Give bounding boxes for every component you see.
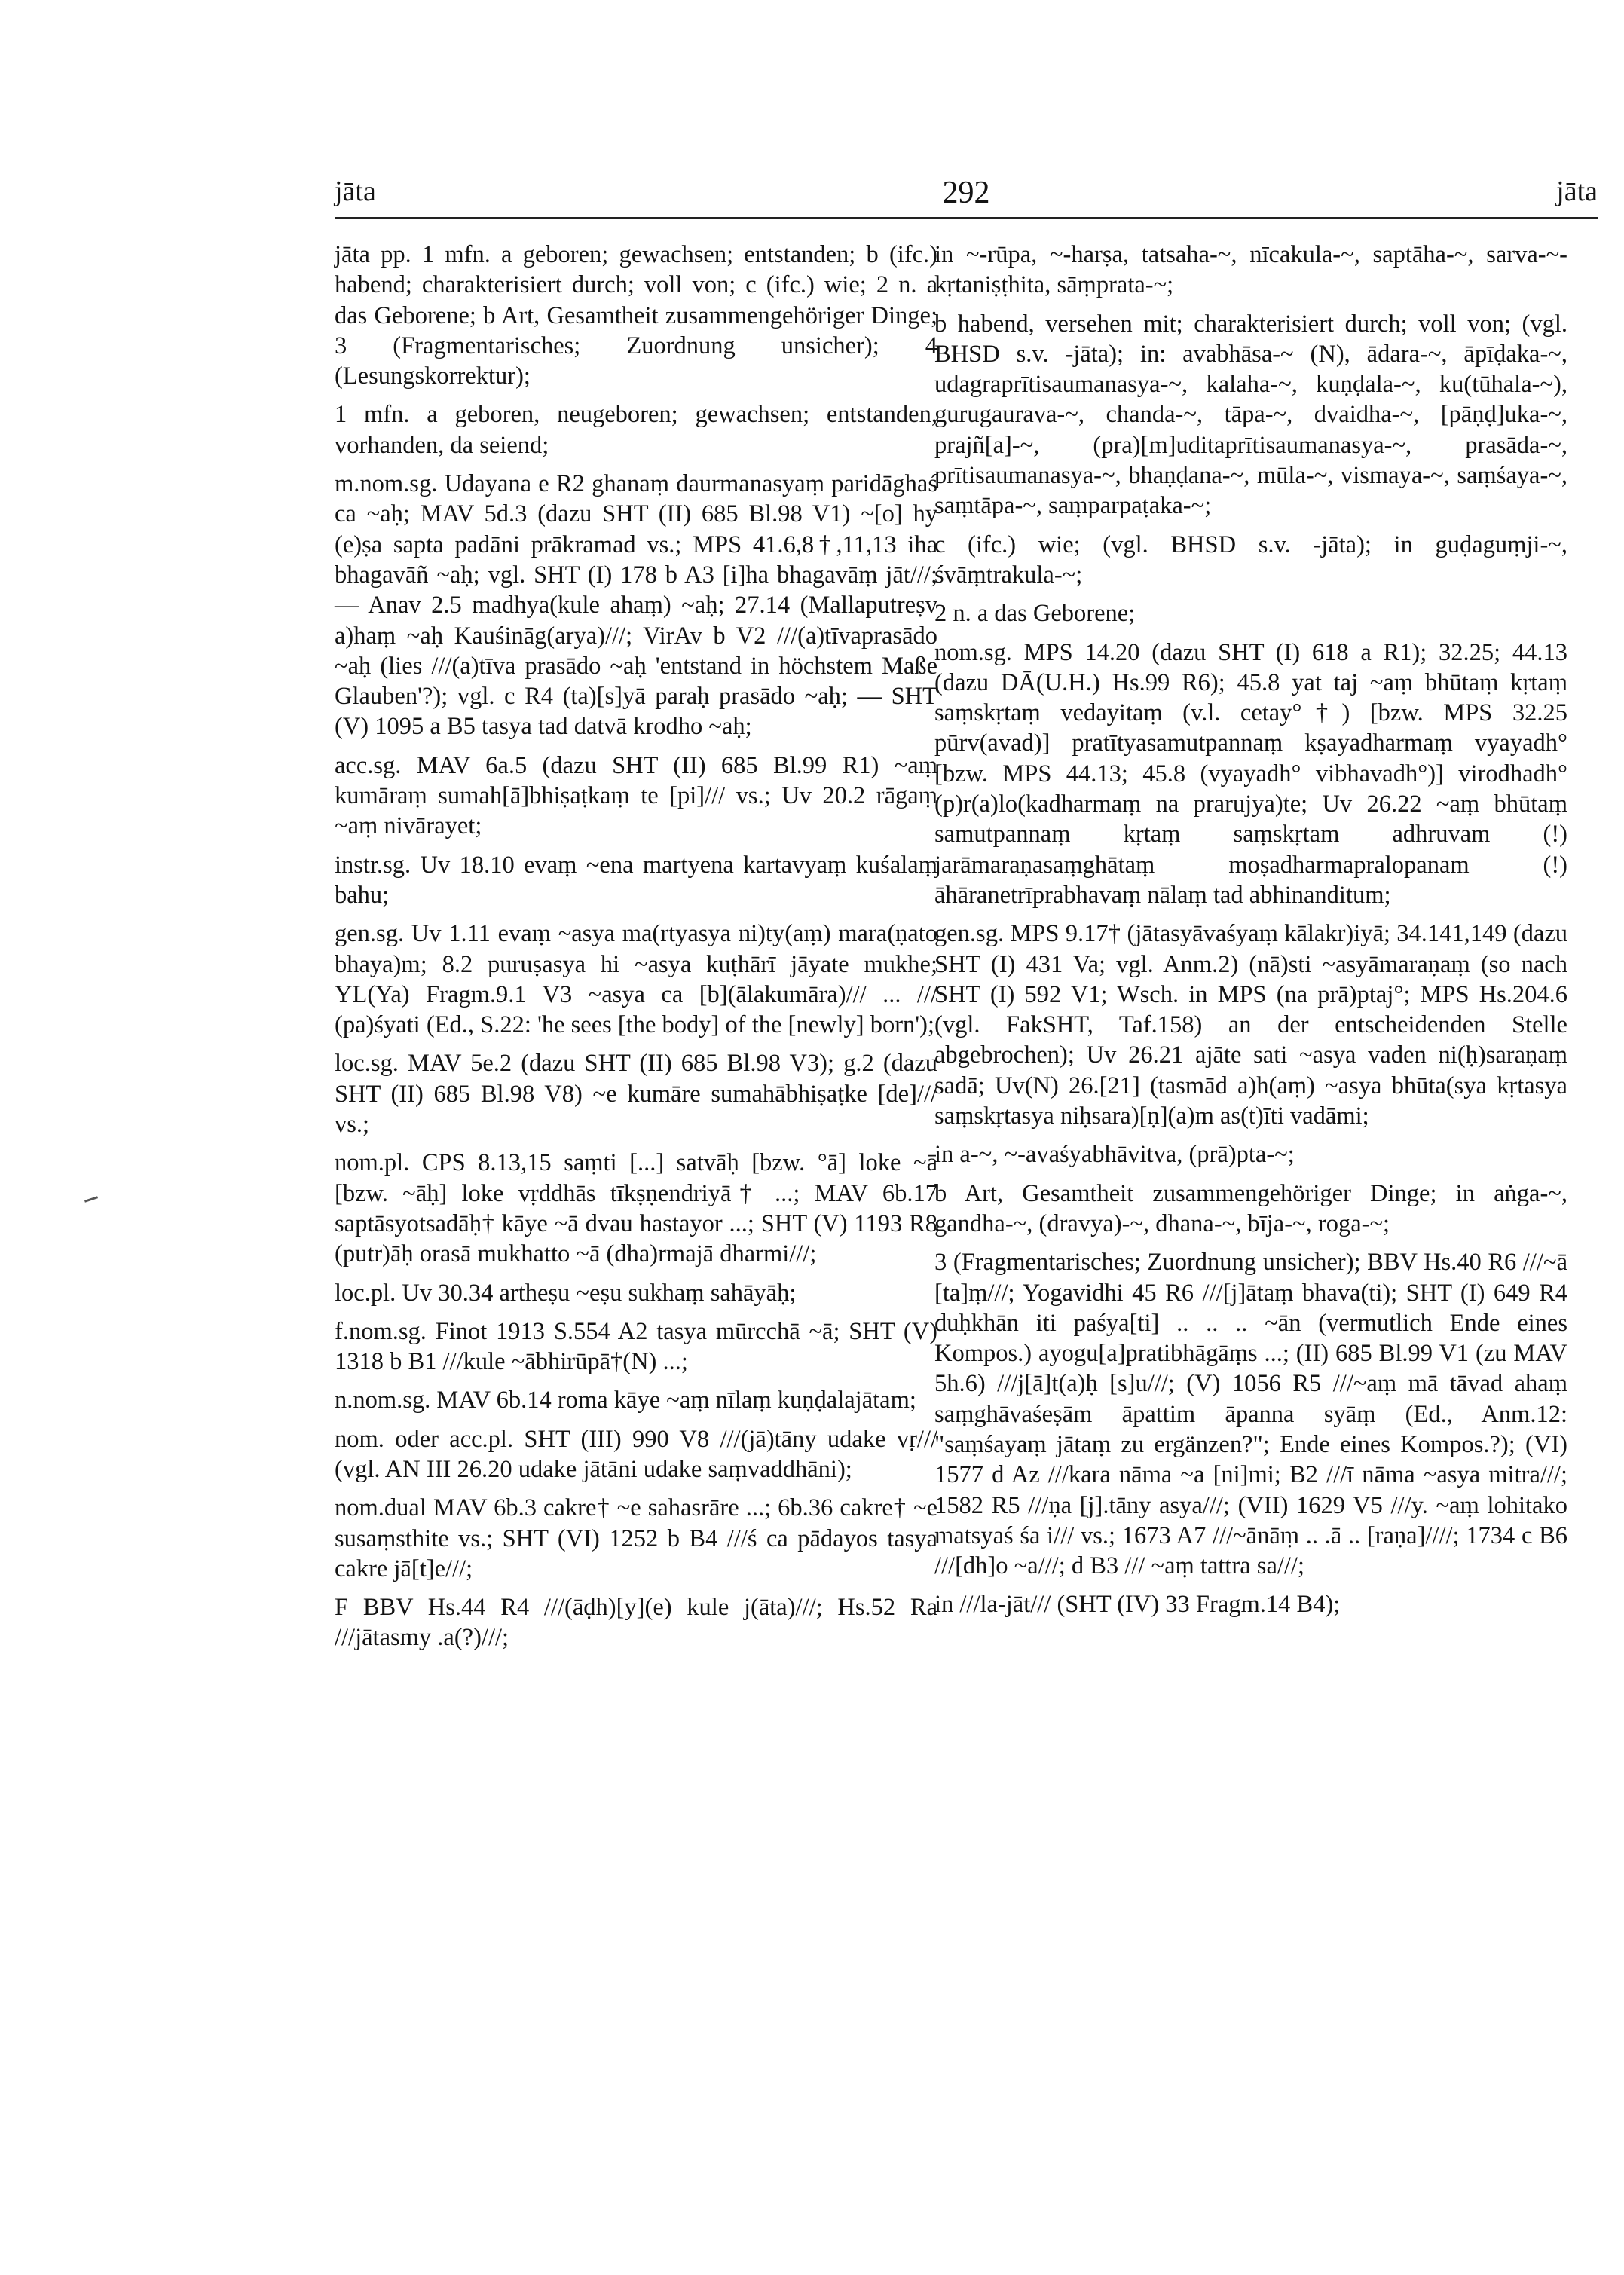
entry-paragraph: gen.sg. MPS 9.17† (jātasyāvaśyaṃ kālakr)iyā; 34.141,149 (dazu SHT (I) 431 Va; vgl. Anm.2) (nā)sti ~asyāmaraṇaṃ (so nach SHT (I) 592 V1; Wsch. in MPS (na prā)ptaj°; MPS Hs.204.6 (vgl. FakSHT, Taf.158) an der entscheidenden Stelle abgebrochen); Uv 26.21 ajāte sati ~asya vaden ni(ḥ)saraṇaṃ sadā; Uv(N) 26.[21] (tasmād a)h(aṃ) ~asya bhūta(sya kṛtasya saṃskṛtasya niḥsara)[ṇ](a)m as(t)īti vadāmi; xyxy=(934,920,1567,1130)
entry-paragraph: F BBV Hs.44 R4 ///(āḍh)[y](e) kule j(āta)///; Hs.52 Ra ///jātasmy .a(?)///; xyxy=(335,1594,937,1652)
entry-paragraph: nom.sg. MPS 14.20 (dazu SHT (I) 618 a R1); 32.25; 44.13 (dazu DĀ(U.H.) Hs.99 R6); 45.8 yat taj ~aṃ bhūtaṃ kṛtaṃ saṃskṛtaṃ vedayitaṃ (v.l. cetay°†) [bzw. MPS 32.25 pūrv(avad)] pratītyasamutpannaṃ kṣayadharmaṃ vyayadh° [bzw. MPS 44.13; 45.8 (vyayadh° vibhavadh°)] virodhadh° (p)r(a)lo(kadharmaṃ na prarujya)te; Uv 26.22 ~aṃ bhūtaṃ samutpannaṃ kṛtaṃ saṃskṛtam adhruvam (!) jarāmaraṇasaṃghātaṃ moṣadharmapralopanam (!) āhāranetrīprabhavaṃ nālaṃ tad abhinanditum; xyxy=(934,638,1567,909)
entry-paragraph: in ///la-jāt/// (SHT (IV) 33 Fragm.14 B4); xyxy=(934,1591,1341,1619)
header-right-word: jāta xyxy=(1556,176,1598,207)
header-rule xyxy=(335,217,1598,219)
entry-paragraph: in a-~, ~-avaśyabhāvitva, (prā)pta-~; xyxy=(934,1141,1295,1169)
entry-paragraph: gen.sg. Uv 1.11 evaṃ ~asya ma(rtyasya ni)ty(aṃ) mara(ṇato bhaya)m; 8.2 puruṣasya hi ~asya kuṭhārī jāyate mukhe; YL(Ya) Fragm.9.1 V3 ~asya ca [b](ālakumāra)/// ... /// (pa)śyati (Ed., S.22: 'he sees [the body] of the [newly] born'); xyxy=(335,920,937,1039)
entry-paragraph: 1 mfn. a geboren, neugeboren; gewachsen; entstanden, vorhanden, da seiend; xyxy=(335,401,937,459)
left-column xyxy=(335,240,937,1662)
entry-paragraph: b Art, Gesamtheit zusammengehöriger Dinge; in aṅga-~, gandha-~, (dravya)-~, dhana-~, bīja-~, roga-~; xyxy=(934,1179,1567,1237)
entry-paragraph: nom. oder acc.pl. SHT (III) 990 V8 ///(jā)tāny udake vṛ/// (vgl. AN III 26.20 udake jātāni udake saṃvaddhāni); xyxy=(335,1425,937,1483)
entry-paragraph: loc.pl. Uv 30.34 artheṣu ~eṣu sukhaṃ sahāyāḥ; xyxy=(335,1279,797,1307)
header-left-word: jāta xyxy=(335,176,376,207)
entry-paragraph: acc.sg. MAV 6a.5 (dazu SHT (II) 685 Bl.99 R1) ~aṃ kumāraṃ sumah[ā]bhiṣaṭkaṃ te [pi]/// vs.; Uv 20.2 rāgaṃ ~aṃ nivārayet; xyxy=(335,751,937,840)
entry-paragraph: instr.sg. Uv 18.10 evaṃ ~ena martyena kartavyaṃ kuśalaṃ bahu; xyxy=(335,851,937,909)
running-header xyxy=(335,175,1598,213)
entry-paragraph: in ~-rūpa, ~-harṣa, tatsaha-~, nīcakula-~, saptāha-~, sarva-~-kṛtaniṣṭhita, sāṃprata-~; xyxy=(934,241,1567,299)
entry-paragraph: loc.sg. MAV 5e.2 (dazu SHT (II) 685 Bl.98 V3); g.2 (dazu SHT (II) 685 Bl.98 V8) ~e kumāre sumahābhiṣaṭke [de]/// vs.; xyxy=(335,1050,937,1139)
entry-paragraph: m.nom.sg. Udayana e R2 ghanaṃ daurmanasyaṃ paridāghaś ca ~aḥ; MAV 5d.3 (dazu SHT (II) 685 Bl.98 V1) ~[o] hy (e)ṣa sapta padāni prākramad vs.; MPS 41.6,8†,11,13 iha bhagavāñ ~aḥ; vgl. SHT (I) 178 b A3 [i]ha bhagavāṃ jāt///; — Anav 2.5 madhya(kule ahaṃ) ~aḥ; 27.14 (Mallaputreṣv a)haṃ ~aḥ Kauśināg(arya)///; VirAv b V2 ///(a)tīvaprasādo ~aḥ (lies ///(a)tīva prasādo ~aḥ 'entstand in höchstem Maße Glauben'?); vgl. c R4 (ta)[s]yā paraḥ prasādo ~aḥ; — SHT (V) 1095 a B5 tasya tad datvā krodho ~aḥ; xyxy=(335,470,937,741)
margin-mark xyxy=(84,1196,98,1202)
entry-paragraph: f.nom.sg. Finot 1913 S.554 A2 tasya mūrcchā ~ā; SHT (V) 1318 b B1 ///kule ~ābhirūpā†(N) ...; xyxy=(335,1317,937,1376)
right-column xyxy=(934,240,1567,1628)
entry-paragraph: n.nom.sg. MAV 6b.14 roma kāye ~aṃ nīlaṃ kuṇḍalajātam; xyxy=(335,1387,916,1414)
entry-paragraph: jāta pp. 1 mfn. a geboren; gewachsen; entstanden; b (ifc.) habend; charakterisiert durch; voll von; c (ifc.) wie; 2 n. a das Geborene; b Art, Gesamtheit zusammengehöriger Dinge; 3 (Fragmentarisches; Zuordnung unsicher); 4 (Lesungskorrektur); xyxy=(335,241,937,390)
entry-paragraph: c (ifc.) wie; (vgl. BHSD s.v. -jāta); in guḍaguṃji-~, śvāṃtrakula-~; xyxy=(934,531,1567,589)
entry-paragraph: 2 n. a das Geborene; xyxy=(934,600,1136,628)
entry-paragraph: nom.pl. CPS 8.13,15 saṃti [...] satvāḥ [bzw. °ā] loke ~ā [bzw. ~āḥ] loke vṛddhās tīkṣṇendriyā† ...; MAV 6b.17 saptāsyotsadāḥ† kāye ~ā dvau hastayor ...; SHT (V) 1193 R8 (putr)āḥ orasā mukhatto ~ā (dha)rmajā dharmi///; xyxy=(335,1149,937,1268)
page-number: 292 xyxy=(942,176,990,210)
entry-paragraph: b habend, versehen mit; charakterisiert durch; voll von; (vgl. BHSD s.v. -jāta); in: avabhāsa-~ (N), ādara-~, āpīḍaka-~, udagraprītisaumanasya-~, kalaha-~, kuṇḍala-~, ku(tūhala-~), gurugaurava-~, chanda-~, tāpa-~, dvaidha-~, [pāṇḍ]uka-~, prajñ[a]-~, (pra)[m]uditaprītisaumanasya-~, prasāda-~, prītisaumanasya-~, bhaṇḍana-~, mūla-~, vismaya-~, saṃśaya-~, saṃtāpa-~, saṃparpaṭaka-~; xyxy=(934,310,1567,520)
entry-paragraph: 3 (Fragmentarisches; Zuordnung unsicher); BBV Hs.40 R6 ///~ā [ta]ṃ///; Yogavidhi 45 R6 ///[j]ātaṃ bhava(ti); SHT (I) 649 R4 duḥkhān iti paśya[ti] .. .. .. ~ān (vermutlich Ende eines Kompos.) ayogu[a]pratibhāgāṃs ...; (II) 685 Bl.99 V1 (zu MAV 5h.6) ///j[ā]t(a)ḥ [s]u///; (V) 1056 R5 ///~aṃ mā tāvad ahaṃ saṃghāvaśeṣām āpattim āpanna syāṃ (Ed., Anm.12: "saṃśayaṃ jātaṃ zu ergänzen?"; Ende eines Kompos.?); (VI) 1577 d Az ///kara nāma ~a [ni]mi; B2 ///ī nāma ~asya mitra///; 1582 R5 ///ṇa [j].tāny asya///; (VII) 1629 V5 ///y. ~aṃ lohitako matsyaś śa i/// vs.; 1673 A7 ///~ānāṃ .. .ā .. [raṇa]////; 1734 c B6 ///[dh]o ~a///; d B3 /// ~aṃ tattra sa///; xyxy=(934,1249,1567,1580)
entry-paragraph: nom.dual MAV 6b.3 cakre† ~e sahasrāre ...; 6b.36 cakre† ~e susaṃsthite vs.; SHT (VI) 1252 b B4 ///ś ca pādayos tasya cakre jā[t]e///; xyxy=(335,1494,937,1582)
